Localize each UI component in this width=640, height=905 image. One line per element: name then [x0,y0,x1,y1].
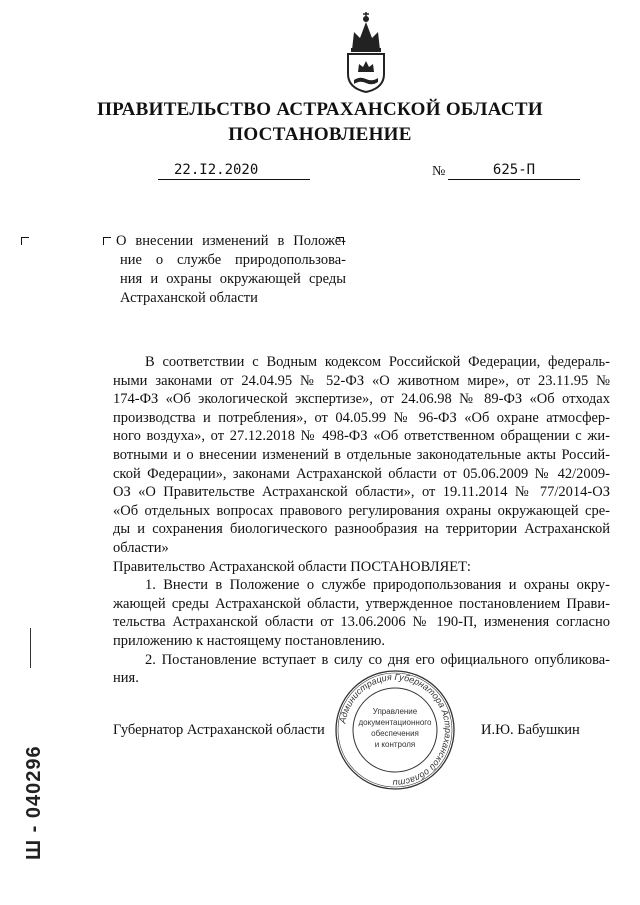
body-line: тельства Астраханской области от 13.06.2006 № 190-П, изменения согласно [113,614,610,631]
body-line: производства и потребления», от 04.05.99 № 96-ФЗ «Об охране атмосфер- [113,409,610,426]
body-line: ской Федерации», законами Астраханской области от 05.06.2009 № 42/2009- [113,465,610,482]
subject-line: О внесении изменений в Положе- [116,233,346,249]
body-line: 1. Внести в Положение о службе природопользования и охраны окру- [145,577,610,594]
coat-of-arms-icon [342,10,390,94]
stamp-center-line: Управление [372,707,418,716]
stamp-ring-text: Администрация Губернатора Астраханской области [337,671,454,789]
body-line: 2. Постановление вступает в силу со дня его официального опубликова- [145,651,610,668]
body-line: жающей среды Астраханской области, утвержденное постановлением Прави- [113,595,610,612]
document-body [113,353,610,688]
body-line: В соответствии с Водным кодексом Российской Федерации, федераль- [145,354,610,370]
resolves-line: Правительство Астраханской области ПОСТАНОВЛЯЕТ: [113,558,471,575]
body-line: ды и сохранения биологического разнообразия на территории Астраханской [113,521,610,538]
subject-line: ния и охраны окружающей среды [120,271,346,287]
body-line: ния. [113,670,139,687]
serial-number-text: Ш - 040296 [23,745,45,860]
body-line: вотными и о внесении изменений в отдельные законодательные акты Россий- [113,446,610,463]
body-line: 174-ФЗ «Об экологической экспертизе», от 24.06.98 № 89-ФЗ «Об отходах [113,391,610,408]
subject-corner-mark-left [103,237,111,245]
body-line: ного воздуха», от 27.12.2018 № 498-ФЗ «Об ответственном обращении с жи- [113,428,610,445]
subject-line: ние о службе природопользова- [120,252,346,268]
document-date: 22.I2.2020 [158,162,310,180]
body-line: «Об отдельных вопросах правового регулирования охраны окружающей сре- [113,502,610,519]
body-line: ными законами от 24.04.95 № 52-ФЗ «О животном мире», от 23.11.95 № [113,372,610,389]
serial-number [18,700,46,860]
official-stamp [333,668,457,792]
document-number: 625-П [448,162,580,180]
signatory-name: И.Ю. Бабушкин [481,722,580,738]
organization-title: ПРАВИТЕЛЬСТВО АСТРАХАНСКОЙ ОБЛАСТИ [97,99,543,120]
document-subject [116,232,346,308]
body-line: области» [113,539,169,556]
margin-line [30,628,31,668]
number-sign: № [432,164,446,179]
stamp-center-line: и контроля [374,740,416,749]
stamp-center-line: обеспечения [371,729,419,738]
stamp-center-line: документационного [358,718,432,727]
signatory-position: Губернатор Астраханской области [113,722,325,738]
body-line: приложению к настоящему постановлению. [113,632,385,649]
body-line: ОЗ «О Правительстве Астраханской области», от 19.11.2014 № 77/2014-ОЗ [113,484,610,501]
margin-corner-mark [21,237,29,245]
subject-line: Астраханской области [120,290,258,306]
document-type: ПОСТАНОВЛЕНИЕ [228,124,412,145]
